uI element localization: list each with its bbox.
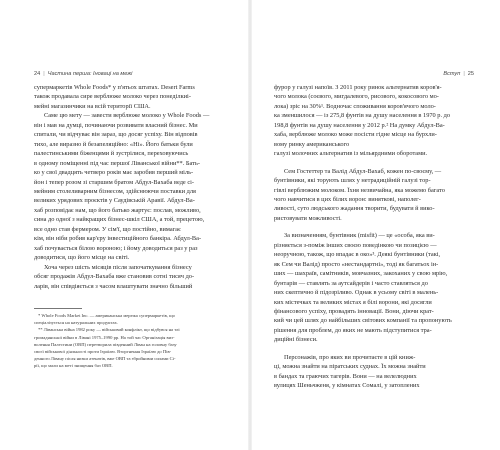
text-line: тихо, але виразно й безапеляційно: «Ні». Його батьки були	[34, 140, 193, 148]
text-line: ко у свої двадцять четверо років має заробив перший міль-	[34, 169, 194, 177]
text-line: них скептично й підозріливо. Однак в усьому світі в малень-	[274, 289, 439, 297]
text-line: Саме цю мету — завести верблюже молоко у Whole Foods —	[44, 112, 210, 120]
footnote-line: рії, що мали на меті знищення баз ОВП.	[34, 363, 113, 369]
footnote	[34, 312, 224, 326]
text-line: вулицях Шеньчженя, у кімнатах Сомалі, у затоплених	[274, 382, 420, 390]
paragraph	[274, 231, 466, 344]
footnote-line: денного Лівану після низки атенатів, вже ОВП та збройними силами Сі-	[34, 356, 176, 362]
left-body-text	[34, 83, 224, 291]
footnote-line: * Whole Foods Market Inc. — американська мережа супермаркетів, що	[38, 313, 175, 318]
text-line: хаб розповідає нам, що його батько жартує: послав, можливо,	[34, 206, 201, 214]
text-line: Персонажів, про яких ви прочитаєте в цій книж-	[284, 353, 416, 361]
paragraph	[34, 111, 224, 262]
text-line: галузі молочних альтернатив із мільярдними оборотами.	[274, 150, 428, 158]
text-line: чого молока (соєвого, мигдалевого, рисового, кокосового мо-	[274, 93, 439, 101]
text-line: мейним столеливарним бізнесом, здійснюючи поставки для	[34, 187, 196, 195]
text-line: супермаркетів Whole Foods* у п'ятьох штатах. Desert Farms	[34, 84, 195, 91]
text-line: також продавала сире верблюже молоко через понеділкиі-	[34, 93, 191, 101]
text-line: обсяг продажів Абдул-Вахаба вже становив сотні тисяч до-	[34, 273, 195, 281]
footnote-line: громадянської війни в Лівані 1975–1990 рр. На той час Організація виз-	[34, 334, 175, 340]
footnote-line: спеціалізується на натуральних продуктах.	[34, 320, 118, 326]
text-line: все одно став фермером. У сім'ї, що постійно, вимагає	[34, 225, 181, 233]
paragraph	[274, 167, 466, 224]
left-page-number: 24	[34, 71, 41, 77]
text-line: Хоча через шість місяців після започаткування бізнесу	[44, 263, 192, 271]
text-line: він і мав на думці, починаючи розвивати власний бізнес. Ми	[34, 121, 198, 129]
left-part-title: Частина перша: Іноваці на межі	[47, 71, 133, 77]
text-line: 198,8 фунтів на душу населення у 2012 р.² На думку Абдул-Ва-	[274, 121, 445, 129]
footnote-line: ** Ліванська війна 1982 року — військовий конфлікт, що відбувся на тлі	[38, 327, 180, 333]
text-line: За визначенням, бунтівник (misfit) — це «особа, яка ви-	[284, 232, 435, 240]
right-page	[250, 0, 500, 450]
text-line: як Сем чи Валід) просто «нестандартні», тоді як багатьох ін-	[274, 260, 439, 268]
text-line: ка зменшилося — із 275,8 фунтів на душу населення в 1970 р. до	[274, 112, 451, 120]
text-line: спитали, чи відчуває він зараз, що досяг успіху. Він відповів	[34, 131, 198, 139]
right-page-number: 25	[467, 71, 474, 77]
text-line: диційні бізнеси.	[274, 336, 318, 344]
text-line: хаб почувається білою вороною; і йому доводиться раз у раз	[34, 244, 198, 252]
text-line: сина до одної з найкращих бізнес-шкіл США, а той, прецетою,	[34, 216, 205, 224]
paragraph-gap	[274, 345, 466, 353]
text-line: фурор у галузі напоїв. З 2011 року ринок альтернатив коров'я-	[274, 84, 442, 91]
text-line: Сем Гостеттер та Валід Абдул-Вахаб, кожен по-своєму, —	[284, 167, 442, 175]
text-line: ких містечках та великих містах я білі ворони, які досягли	[274, 298, 432, 306]
footnote-line: своєї військової діяльності проти Ізраїлю. Вторгнення Ізраїлю до Пів-	[34, 349, 172, 355]
text-line: ларів, він співдіяється з часом влаштувати значно більший	[34, 282, 193, 290]
text-line: бунтівники, які торують шлях у нетрадиційній галузі тор-	[274, 177, 431, 185]
paragraph-gap	[274, 159, 466, 167]
text-line: різняється з-поміж інших своєю поведінкою чи позицією —	[274, 241, 437, 249]
text-line: в одному поміщенні під час першої Ліванської війни**. Бать-	[34, 159, 200, 167]
right-running-head	[443, 71, 474, 77]
footnote-divider	[34, 308, 82, 309]
footnote	[34, 326, 224, 369]
footnote-line: волення Палестини (ОВП) перетворила південний Ліван на головну базу	[34, 341, 177, 347]
text-line: палестинськими біженцями й зустрілися, переховуючись	[34, 150, 189, 158]
text-line: лока) зріс на 30%¹. Водночас споживання коров'ячого моло-	[274, 102, 436, 110]
right-body-text	[274, 83, 466, 391]
text-line: рішення для проблем, до яких не мають підступитися тра-	[274, 326, 432, 334]
paragraph	[34, 263, 224, 291]
paragraph	[274, 83, 466, 159]
text-line: фінансового успіху, провадять інновації. Вони, діючи крат-	[274, 307, 434, 315]
text-line: йон і тепер розом зі старшим братом Абдул-Вахаба веде сі-	[34, 178, 195, 186]
paragraph	[34, 83, 224, 111]
footnotes	[34, 312, 224, 370]
text-line: ристовувати можливості.	[274, 214, 342, 222]
text-line: ці, можна знайти на піратських суднах. Їх можна знайти	[274, 363, 426, 371]
text-line: гівлі верблюжим молоком. Їхня незвичайна, яка можемо багато	[274, 186, 445, 194]
text-line: кий чи цей шлях до найбільших світових компанії та пропонують	[274, 317, 452, 325]
right-chapter-title: Вступ	[443, 71, 461, 77]
text-line: ших — шахраїв, самітників, мовчазних, закоханих у свою мрію,	[274, 270, 448, 278]
text-line: неоручною, також, що впадає в око»³. Деякі бунтівники (такі,	[274, 251, 441, 259]
text-line: чого навчитися в цих білих ворон: виняткові, наполег-	[274, 195, 421, 203]
text-line: вому ринку американського	[274, 140, 350, 148]
text-line: хаба, верблюже молоко може посісти гідне місце на бурхли-	[274, 131, 437, 139]
text-line: ливості, суто людського жадання творити, будувати й вико-	[274, 205, 435, 213]
text-line: кім, він ніби робив кар'єру інвестиційного банкіра. Абдул-Ва-	[34, 235, 202, 243]
running-head-separator: |	[463, 71, 465, 77]
text-line: бунтарів — ставлять за аутсайдерів і часто ставляться до	[274, 279, 428, 287]
running-head-separator: |	[43, 71, 45, 77]
paragraph	[274, 353, 466, 391]
text-line: в бандах та граючих тагерів. Вони — на велелюдних	[274, 372, 417, 380]
text-line: мейні магазинчики на всій території США.	[34, 102, 151, 110]
text-line: доводитися, що його місце на світі.	[34, 254, 130, 262]
paragraph-gap	[274, 223, 466, 231]
text-line: великих урядових проєктів у Саудівській Аравії. Абдул-Ва-	[34, 197, 195, 205]
left-running-head	[34, 71, 132, 77]
